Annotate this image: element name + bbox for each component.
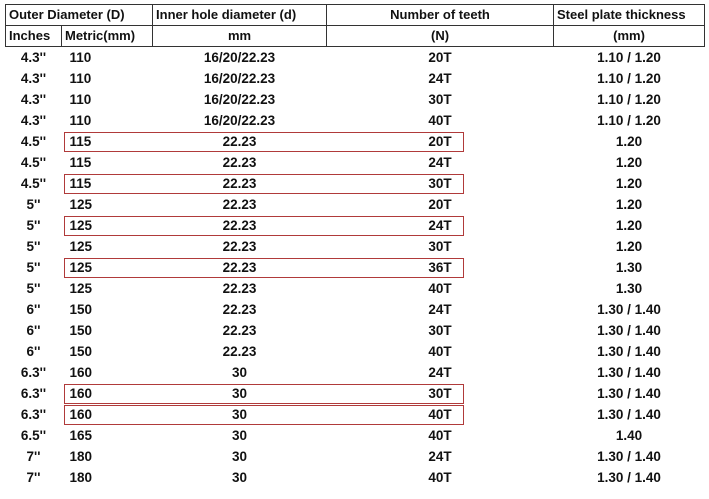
inch-cell: 4.5'': [20, 176, 47, 191]
teeth-cell: 40T: [428, 344, 452, 359]
table-row: [6, 404, 705, 425]
steel-thickness-cell: 1.30 / 1.40: [597, 470, 661, 485]
inner-hole-cell: 22.23: [222, 344, 257, 359]
steel-thickness-cell: 1.10 / 1.20: [597, 113, 661, 128]
table-row: [6, 194, 705, 215]
steel-thickness-cell: 1.30 / 1.40: [597, 386, 661, 401]
inch-cell: 6.5'': [20, 428, 47, 443]
teeth-cell: 20T: [428, 197, 452, 212]
teeth-cell: 36T: [428, 260, 452, 275]
inch-cell: 4.3'': [20, 113, 47, 128]
inch-cell: 5'': [26, 197, 41, 212]
steel-thickness-cell: 1.30 / 1.40: [597, 449, 661, 464]
header-inner-unit: mm: [153, 26, 327, 47]
metric-cell: 160: [69, 407, 93, 422]
inch-cell: 4.5'': [20, 134, 47, 149]
steel-thickness-cell: 1.30 / 1.40: [597, 407, 661, 422]
table-row: [6, 362, 705, 383]
teeth-cell: 40T: [428, 281, 452, 296]
inner-hole-cell: 30: [232, 470, 248, 485]
teeth-cell: 30T: [428, 323, 452, 338]
table-row: [6, 299, 705, 320]
steel-thickness-cell: 1.30: [615, 281, 643, 296]
steel-thickness-cell: 1.20: [615, 176, 643, 191]
table-row: [6, 236, 705, 257]
steel-thickness-cell: 1.10 / 1.20: [597, 71, 661, 86]
steel-thickness-cell: 1.30 / 1.40: [597, 302, 661, 317]
inch-cell: 4.3'': [20, 71, 47, 86]
inch-cell: 5'': [26, 281, 41, 296]
table-row: [6, 320, 705, 341]
inner-hole-cell: 16/20/22.23: [203, 50, 276, 65]
inch-cell: 4.3'': [20, 50, 47, 65]
metric-cell: 125: [69, 281, 93, 296]
teeth-cell: 30T: [428, 239, 452, 254]
table-row: [6, 215, 705, 236]
inch-cell: 5'': [26, 239, 41, 254]
steel-thickness-cell: 1.20: [615, 239, 643, 254]
metric-cell: 115: [69, 176, 92, 191]
inch-cell: 6.3'': [20, 407, 47, 422]
steel-thickness-cell: 1.10 / 1.20: [597, 50, 661, 65]
teeth-cell: 30T: [428, 176, 452, 191]
table-row: [6, 68, 705, 89]
metric-cell: 150: [69, 302, 93, 317]
metric-cell: 160: [69, 386, 93, 401]
inner-hole-cell: 22.23: [222, 134, 257, 149]
table-row: [6, 278, 705, 299]
teeth-cell: 40T: [428, 470, 452, 485]
teeth-cell: 24T: [428, 365, 452, 380]
header-inches: Inches: [6, 26, 62, 47]
metric-cell: 115: [69, 155, 92, 170]
steel-thickness-cell: 1.20: [615, 134, 643, 149]
metric-cell: 125: [69, 218, 93, 233]
teeth-cell: 24T: [428, 302, 452, 317]
metric-cell: 125: [69, 197, 93, 212]
header-inner-hole: Inner hole diameter (d): [153, 5, 327, 26]
steel-thickness-cell: 1.30 / 1.40: [597, 323, 661, 338]
metric-cell: 150: [69, 344, 93, 359]
inner-hole-cell: 22.23: [222, 218, 257, 233]
inch-cell: 7'': [26, 470, 41, 485]
teeth-cell: 30T: [428, 92, 452, 107]
teeth-cell: 40T: [428, 407, 452, 422]
table-header: [6, 5, 705, 47]
steel-thickness-cell: 1.40: [615, 428, 643, 443]
header-row-1: [6, 5, 705, 26]
teeth-cell: 20T: [428, 134, 452, 149]
inner-hole-cell: 30: [232, 407, 248, 422]
inner-hole-cell: 22.23: [222, 323, 257, 338]
teeth-cell: 24T: [428, 449, 452, 464]
steel-thickness-cell: 1.10 / 1.20: [597, 92, 661, 107]
steel-thickness-cell: 1.20: [615, 155, 643, 170]
inch-cell: 6'': [26, 302, 41, 317]
teeth-cell: 20T: [428, 50, 452, 65]
inner-hole-cell: 16/20/22.23: [203, 71, 276, 86]
table-row: [6, 425, 705, 446]
inch-cell: 5'': [26, 218, 41, 233]
header-row-2: [6, 26, 705, 47]
steel-thickness-cell: 1.30: [615, 260, 643, 275]
table-row: [6, 341, 705, 362]
metric-cell: 150: [69, 323, 93, 338]
header-teeth: Number of teeth: [327, 5, 554, 26]
table-row: [6, 89, 705, 110]
inner-hole-cell: 30: [232, 428, 248, 443]
metric-cell: 110: [69, 113, 92, 128]
table-row: [6, 383, 705, 404]
steel-thickness-cell: 1.20: [615, 218, 643, 233]
table-row: [6, 47, 705, 69]
steel-thickness-cell: 1.30 / 1.40: [597, 344, 661, 359]
metric-cell: 125: [69, 260, 93, 275]
inch-cell: 6.3'': [20, 386, 47, 401]
metric-cell: 180: [69, 470, 93, 485]
inch-cell: 5'': [26, 260, 41, 275]
inner-hole-cell: 30: [232, 365, 248, 380]
inner-hole-cell: 16/20/22.23: [203, 92, 276, 107]
teeth-cell: 40T: [428, 428, 452, 443]
inner-hole-cell: 22.23: [222, 260, 257, 275]
inch-cell: 4.3'': [20, 92, 47, 107]
header-metric: Metric(mm): [62, 26, 153, 47]
metric-cell: 110: [69, 92, 92, 107]
table-row: [6, 110, 705, 131]
inner-hole-cell: 30: [232, 449, 248, 464]
inner-hole-cell: 22.23: [222, 197, 257, 212]
steel-thickness-cell: 1.20: [615, 197, 643, 212]
metric-cell: 115: [69, 134, 92, 149]
table-row: [6, 446, 705, 467]
header-outer-diameter: Outer Diameter (D): [6, 5, 153, 26]
inner-hole-cell: 16/20/22.23: [203, 113, 276, 128]
table-row: [6, 131, 705, 152]
teeth-cell: 30T: [428, 386, 452, 401]
table-row: [6, 173, 705, 194]
header-teeth-unit: (N): [327, 26, 554, 47]
inner-hole-cell: 22.23: [222, 155, 257, 170]
teeth-cell: 24T: [428, 155, 452, 170]
header-steel: Steel plate thickness: [554, 5, 705, 26]
table-row: [6, 152, 705, 173]
table-row: [6, 467, 705, 488]
inner-hole-cell: 22.23: [222, 281, 257, 296]
inch-cell: 6'': [26, 344, 41, 359]
inner-hole-cell: 22.23: [222, 302, 257, 317]
table-row: [6, 257, 705, 278]
metric-cell: 110: [69, 71, 92, 86]
inner-hole-cell: 22.23: [222, 176, 257, 191]
steel-thickness-cell: 1.30 / 1.40: [597, 365, 661, 380]
inch-cell: 6'': [26, 323, 41, 338]
header-steel-unit: (mm): [554, 26, 705, 47]
inch-cell: 6.3'': [20, 365, 47, 380]
metric-cell: 160: [69, 365, 93, 380]
teeth-cell: 24T: [428, 71, 452, 86]
metric-cell: 165: [69, 428, 93, 443]
inner-hole-cell: 30: [232, 386, 248, 401]
teeth-cell: 40T: [428, 113, 452, 128]
table-body: [6, 47, 705, 489]
metric-cell: 110: [69, 50, 92, 65]
inch-cell: 4.5'': [20, 155, 47, 170]
metric-cell: 125: [69, 239, 93, 254]
inner-hole-cell: 22.23: [222, 239, 257, 254]
teeth-cell: 24T: [428, 218, 452, 233]
metric-cell: 180: [69, 449, 93, 464]
spec-table: [5, 4, 705, 488]
inch-cell: 7'': [26, 449, 41, 464]
